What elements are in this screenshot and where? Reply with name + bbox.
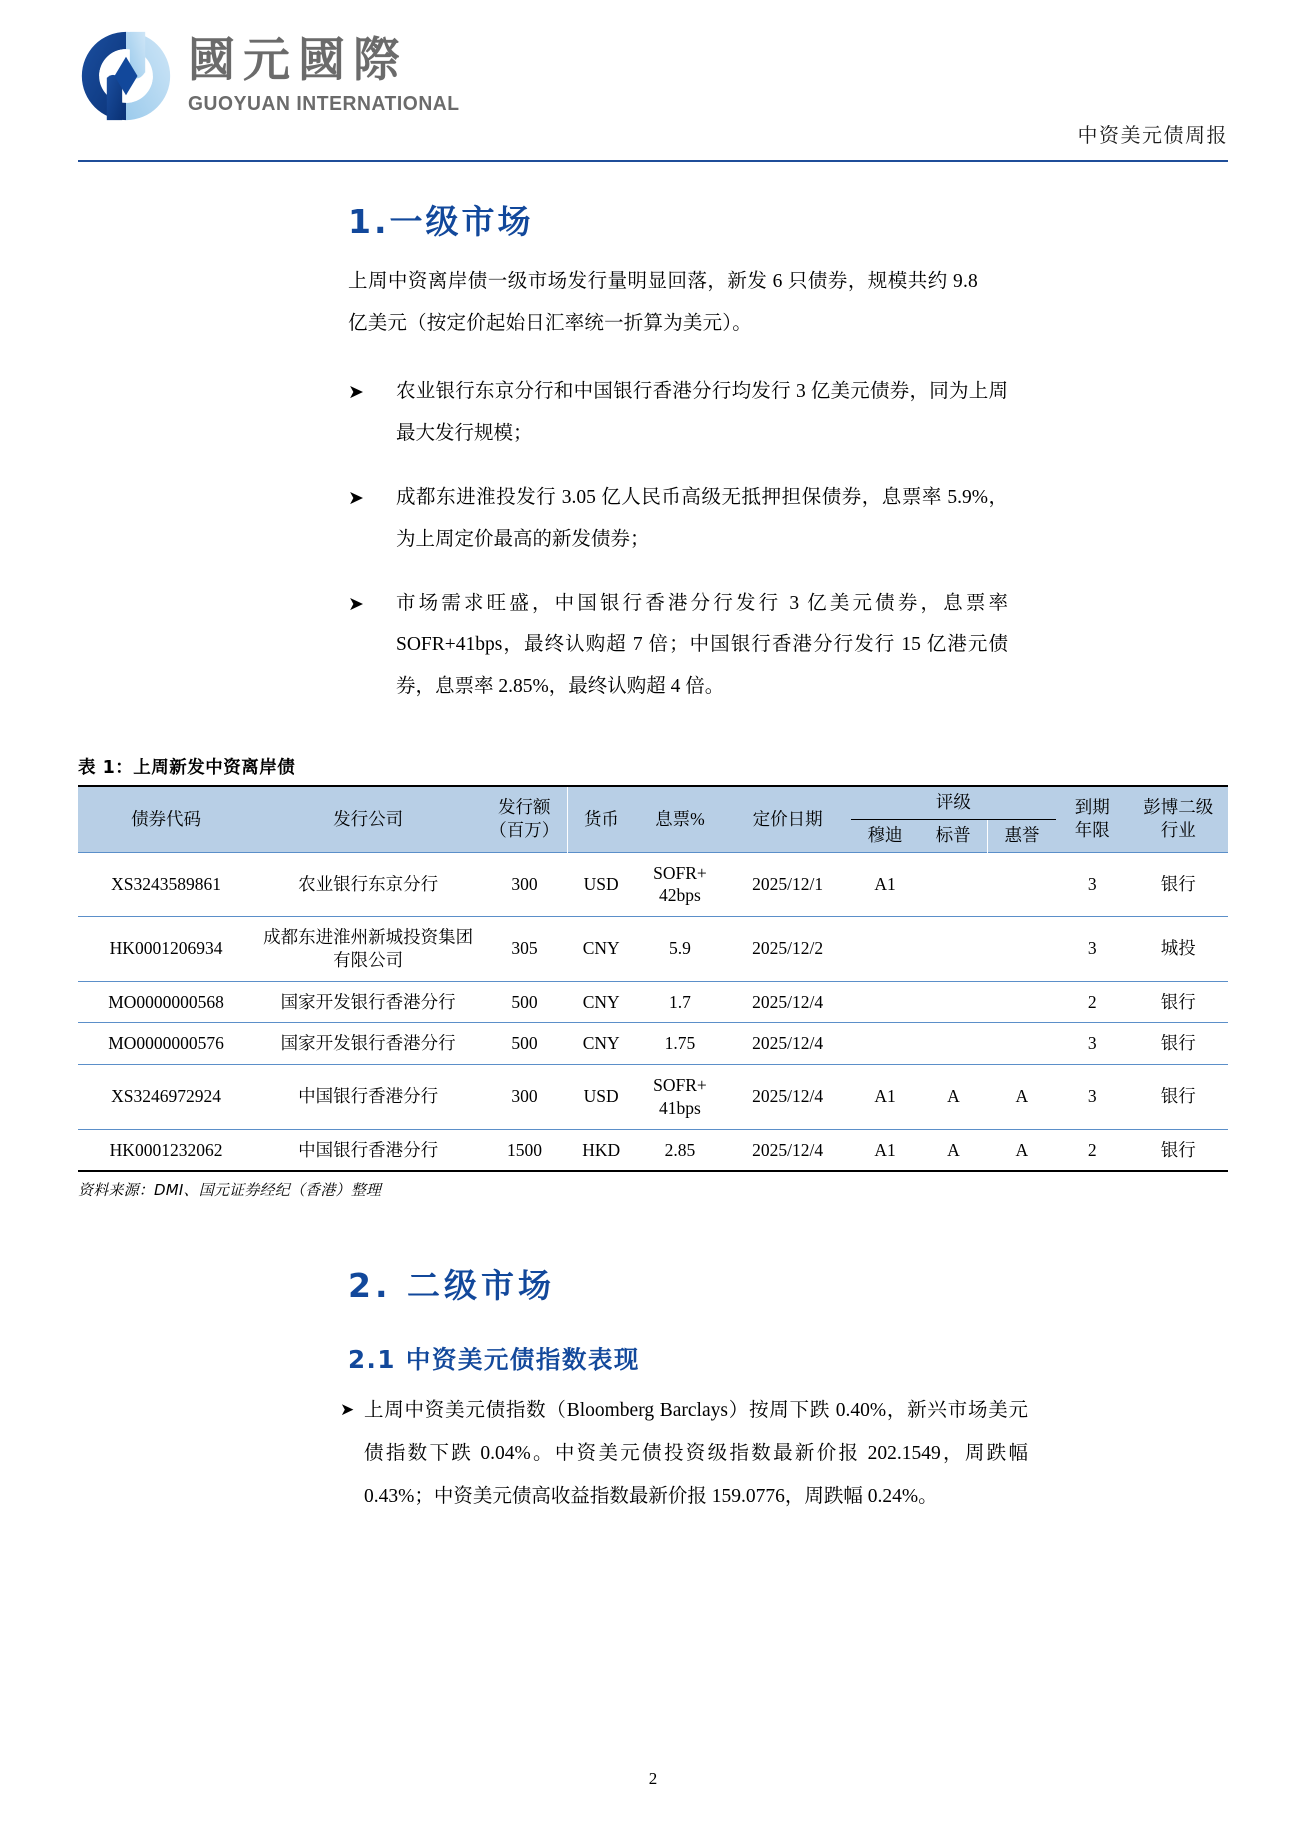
- list-item-text: 上周中资美元债指数（Bloomberg Barclays）按周下跌 0.40%，新兴市场美元债指数下跌 0.04%。中资美元债投资级指数最新价报 202.1549，周跌幅 0.43%；中资美元债高收益指数最新价报 159.0776，周跌幅 0.24%。: [364, 1400, 1028, 1508]
- cell-industry: 银行: [1129, 852, 1229, 917]
- col-header-industry-line1: 彭博二级: [1143, 796, 1214, 817]
- report-title: 中资美元债周报: [1077, 125, 1228, 147]
- cell-moody: [851, 917, 919, 982]
- cell-issuer: 国家开发银行香港分行: [254, 1023, 482, 1065]
- table-header-row-1: [78, 786, 1228, 819]
- col-header-amount-line1: 发行额: [498, 796, 551, 817]
- col-header-coupon: 息票%: [635, 786, 724, 852]
- list-item-text: 市场需求旺盛，中国银行香港分行发行 3 亿美元债券，息票率 SOFR+41bps，最终认购超 7 倍；中国银行香港分行发行 15 亿港元债券，息票率 2.85%，最终认购超 4 倍。: [396, 592, 1008, 698]
- cell-sp: [919, 917, 987, 982]
- cell-maturity: 2: [1056, 981, 1129, 1023]
- cell-coupon: [635, 1065, 724, 1130]
- table-row: [78, 1065, 1228, 1130]
- col-header-maturity-line1: 到期: [1074, 796, 1110, 817]
- cell-currency: CNY: [567, 981, 635, 1023]
- col-header-industry-line2: 行业: [1160, 820, 1196, 841]
- cell-currency: HKD: [567, 1129, 635, 1171]
- cell-amount: 300: [482, 852, 567, 917]
- cell-amount: 500: [482, 1023, 567, 1065]
- cell-fitch: [988, 917, 1056, 982]
- cell-amount: 1500: [482, 1129, 567, 1171]
- col-header-amount-line2: （百万）: [489, 820, 560, 841]
- col-header-rating-group: 评级: [851, 786, 1056, 819]
- cell-amount: 305: [482, 917, 567, 982]
- list-item-text: 成都东进淮投发行 3.05 亿人民币高级无抵押担保债券，息票率 5.9%，为上周定价最高的新发债券；: [396, 486, 1008, 550]
- cell-bond-code: XS3246972924: [78, 1065, 254, 1130]
- table-source-note: 资料来源：DMI、国元证券经纪（香港）整理: [78, 1181, 382, 1200]
- cell-industry: 城投: [1129, 917, 1229, 982]
- cell-pricing-date: 2025/12/4: [724, 1129, 850, 1171]
- section-2-heading: 2. 二级市场: [348, 1266, 555, 1306]
- cell-pricing-date: 2025/12/4: [724, 1065, 850, 1130]
- cell-pricing-date: 2025/12/1: [724, 852, 850, 917]
- cell-currency: CNY: [567, 917, 635, 982]
- list-item: [340, 1390, 1028, 1519]
- cell-moody: [851, 1023, 919, 1065]
- cell-maturity: 3: [1056, 917, 1129, 982]
- list-item: [348, 371, 1008, 455]
- cell-maturity: 3: [1056, 1023, 1129, 1065]
- table-row: [78, 917, 1228, 982]
- cell-pricing-date: 2025/12/4: [724, 981, 850, 1023]
- cell-maturity: 2: [1056, 1129, 1129, 1171]
- table-row: [78, 852, 1228, 917]
- list-item-text: 农业银行东京分行和中国银行香港分行均发行 3 亿美元债券，同为上周最大发行规模；: [396, 380, 1008, 444]
- cell-pricing-date: 2025/12/2: [724, 917, 850, 982]
- brand-char-4: 際: [353, 32, 402, 88]
- cell-coupon-line2: 42bps: [659, 885, 701, 906]
- brand-char-2: 元: [243, 32, 292, 88]
- cell-coupon-line2: 41bps: [659, 1097, 701, 1118]
- table-row: [78, 1129, 1228, 1171]
- cell-coupon: 2.85: [635, 1129, 724, 1171]
- arrow-bullet-icon: ➤: [348, 592, 364, 615]
- page-number: 2: [648, 1769, 658, 1788]
- section-1-bullet-list: [348, 371, 1008, 708]
- brand-name-en: GUOYUAN INTERNATIONAL: [188, 91, 460, 115]
- col-header-industry: [1129, 786, 1229, 852]
- cell-issuer: 国家开发银行香港分行: [254, 981, 482, 1023]
- cell-moody: [851, 981, 919, 1023]
- cell-industry: 银行: [1129, 1129, 1229, 1171]
- cell-coupon: 5.9: [635, 917, 724, 982]
- cell-coupon: 1.75: [635, 1023, 724, 1065]
- cell-fitch: A: [988, 1065, 1056, 1130]
- cell-fitch: A: [988, 1129, 1056, 1171]
- arrow-bullet-icon: ➤: [348, 380, 364, 403]
- table-caption: 表 1：上周新发中资离岸债: [78, 758, 296, 779]
- cell-fitch: [988, 981, 1056, 1023]
- cell-sp: A: [919, 1129, 987, 1171]
- cell-bond-code: MO0000000568: [78, 981, 254, 1023]
- section-2-1-bullet-list: [340, 1390, 1028, 1519]
- cell-sp: [919, 981, 987, 1023]
- cell-amount: 500: [482, 981, 567, 1023]
- cell-industry: 银行: [1129, 981, 1229, 1023]
- brand-char-1: 國: [188, 32, 237, 88]
- guoyuan-logo-icon: [78, 28, 174, 124]
- cell-sp: [919, 852, 987, 917]
- cell-moody: A1: [851, 1129, 919, 1171]
- cell-currency: USD: [567, 852, 635, 917]
- cell-sp: [919, 1023, 987, 1065]
- cell-bond-code: XS3243589861: [78, 852, 254, 917]
- brand-wordmark: [188, 32, 477, 116]
- cell-maturity: 3: [1056, 1065, 1129, 1130]
- section-1-paragraph: 上周中资离岸债一级市场发行量明显回落，新发 6 只债券，规模共约 9.8 亿美元（按定价起始日汇率统一折算为美元）。: [348, 271, 978, 334]
- cell-industry: 银行: [1129, 1065, 1229, 1130]
- col-header-amount: [482, 786, 567, 852]
- section-2-1-heading: 2.1 中资美元债指数表现: [348, 1345, 640, 1375]
- cell-coupon: [635, 852, 724, 917]
- cell-issuer: 中国银行香港分行: [254, 1065, 482, 1130]
- cell-issuer: 中国银行香港分行: [254, 1129, 482, 1171]
- cell-amount: 300: [482, 1065, 567, 1130]
- cell-industry: 银行: [1129, 1023, 1229, 1065]
- table-row: [78, 981, 1228, 1023]
- table-head: [78, 786, 1228, 852]
- list-item: [348, 583, 1008, 709]
- cell-currency: USD: [567, 1065, 635, 1130]
- col-header-pricing-date: 定价日期: [724, 786, 850, 852]
- col-header-bond-code: 债券代码: [78, 786, 254, 852]
- cell-coupon-line1: SOFR+: [653, 862, 707, 883]
- cell-bond-code: HK0001206934: [78, 917, 254, 982]
- col-header-currency: 货币: [567, 786, 635, 852]
- brand-logo: [78, 0, 477, 124]
- cell-bond-code: HK0001232062: [78, 1129, 254, 1171]
- section-1-heading: 1.一级市场: [348, 202, 534, 241]
- cell-bond-code: MO0000000576: [78, 1023, 254, 1065]
- brand-char-3: 國: [298, 32, 347, 88]
- arrow-bullet-icon: ➤: [340, 1400, 355, 1421]
- cell-pricing-date: 2025/12/4: [724, 1023, 850, 1065]
- cell-maturity: 3: [1056, 852, 1129, 917]
- cell-fitch: [988, 852, 1056, 917]
- col-header-fitch: 惠誉: [988, 819, 1056, 852]
- cell-moody: A1: [851, 1065, 919, 1130]
- cell-coupon-line1: SOFR+: [653, 1075, 707, 1096]
- arrow-bullet-icon: ➤: [348, 486, 364, 509]
- col-header-maturity-line2: 年限: [1074, 820, 1110, 841]
- col-header-moody: 穆迪: [851, 819, 919, 852]
- list-item: [348, 477, 1008, 561]
- new-issuance-table: [78, 785, 1228, 1172]
- col-header-issuer: 发行公司: [254, 786, 482, 852]
- table-row: [78, 1023, 1228, 1065]
- cell-coupon: 1.7: [635, 981, 724, 1023]
- page-header: [78, 0, 1228, 162]
- table-body: [78, 852, 1228, 1171]
- cell-currency: CNY: [567, 1023, 635, 1065]
- cell-moody: A1: [851, 852, 919, 917]
- cell-sp: A: [919, 1065, 987, 1130]
- cell-issuer: 农业银行东京分行: [254, 852, 482, 917]
- col-header-sp: 标普: [919, 819, 987, 852]
- cell-fitch: [988, 1023, 1056, 1065]
- cell-issuer: 成都东进淮州新城投资集团有限公司: [254, 917, 482, 982]
- brand-name-cn: [188, 32, 477, 88]
- document-body: [78, 162, 1228, 1519]
- col-header-maturity: [1056, 786, 1129, 852]
